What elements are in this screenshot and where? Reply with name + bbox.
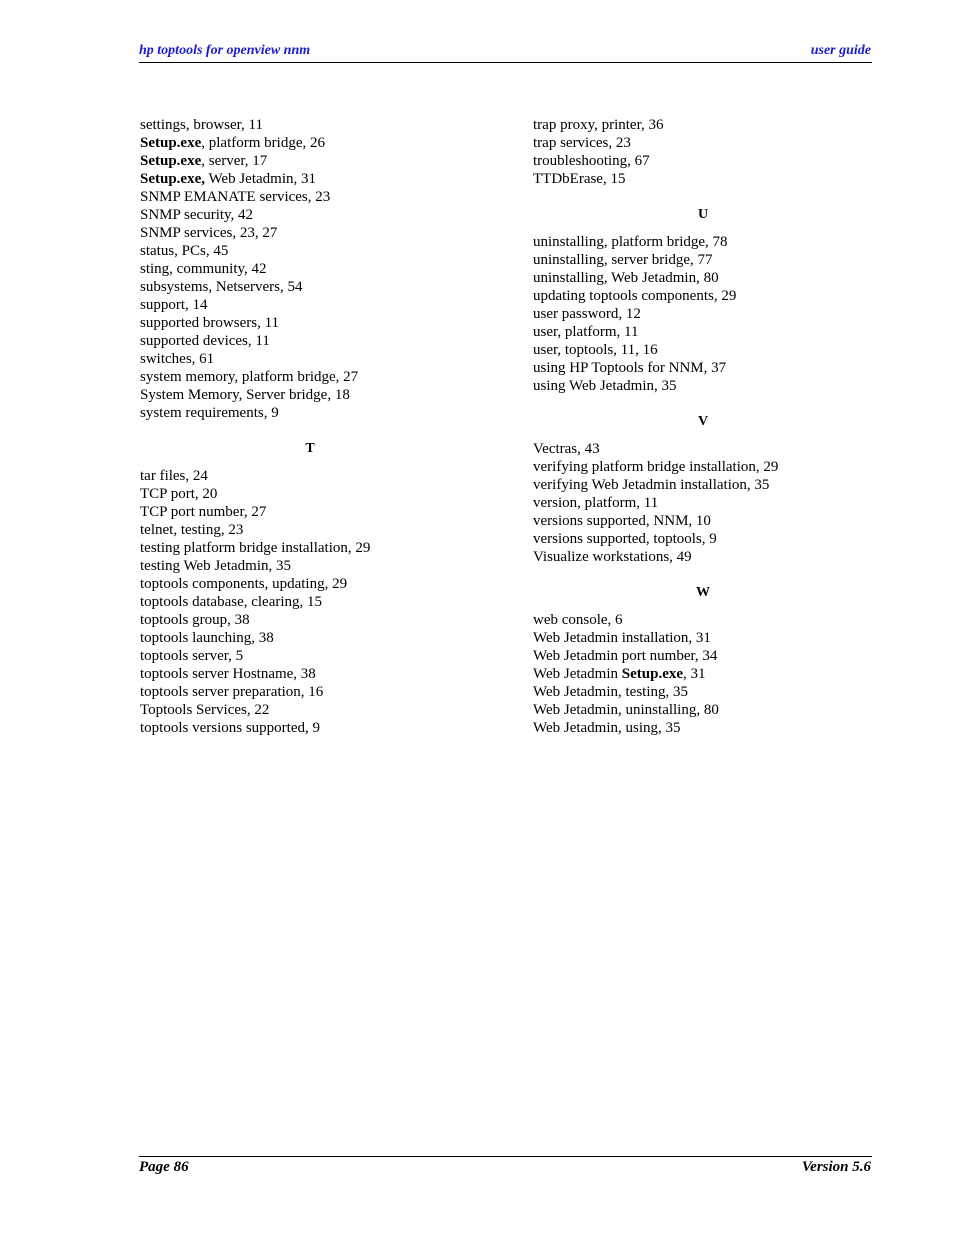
index-entry: [140, 170, 480, 188]
index-entry: toptools server preparation, 16: [140, 684, 324, 700]
index-entry: tar files, 24: [140, 468, 208, 484]
index-entry: user password, 12: [533, 306, 641, 322]
entry-rest: , 31: [683, 666, 706, 682]
entry-rest: , platform bridge, 26: [201, 135, 325, 151]
index-letter-heading: U: [697, 207, 709, 222]
index-entry: updating toptools components, 29: [533, 288, 737, 304]
index-entry: Visualize workstations, 49: [533, 549, 692, 565]
index-entry: using Web Jetadmin, 35: [533, 378, 677, 394]
index-column-left: [140, 116, 480, 737]
index-entry: uninstalling, server bridge, 77: [533, 252, 713, 268]
index-entry: [140, 134, 480, 152]
header-guide-label: user guide: [810, 43, 871, 58]
index-entry: [140, 152, 480, 170]
index-entry: trap services, 23: [533, 135, 631, 151]
index-entry: user, toptools, 11, 16: [533, 342, 658, 358]
index-entry: toptools server, 5: [140, 648, 244, 664]
index-entry: using HP Toptools for NNM, 37: [533, 360, 727, 376]
index-entry: versions supported, NNM, 10: [533, 513, 711, 529]
index-entry: supported browsers, 11: [140, 315, 280, 331]
page-header: [139, 43, 872, 63]
index-entry: Web Jetadmin, uninstalling, 80: [533, 702, 719, 718]
index-entry: telnet, testing, 23: [140, 522, 244, 538]
entry-rest: Web Jetadmin, 31: [205, 171, 316, 187]
entry-rest: , server, 17: [201, 153, 268, 169]
index-entry: toptools server Hostname, 38: [140, 666, 316, 682]
index-entry: verifying platform bridge installation, 29: [533, 459, 779, 475]
version-label: Version 5.6: [801, 1159, 871, 1175]
index-entry: Web Jetadmin, testing, 35: [533, 684, 689, 700]
index-entry: switches, 61: [140, 351, 215, 367]
index-letter-heading: V: [697, 414, 709, 429]
header-doc-title: hp toptools for openview nnm: [139, 43, 311, 58]
index-entry: System Memory, Server bridge, 18: [140, 387, 350, 403]
index-letter-heading: W: [696, 585, 710, 600]
index-entry: version, platform, 11: [533, 495, 659, 511]
index-entry: toptools components, updating, 29: [140, 576, 348, 592]
index-entry: subsystems, Netservers, 54: [140, 279, 303, 295]
index-entry: uninstalling, Web Jetadmin, 80: [533, 270, 719, 286]
entry-bold-term: Setup.exe: [140, 153, 202, 169]
index-entry: verifying Web Jetadmin installation, 35: [533, 477, 770, 493]
index-entry: toptools versions supported, 9: [140, 720, 320, 736]
index-entry: testing Web Jetadmin, 35: [140, 558, 291, 574]
index-entry: versions supported, toptools, 9: [533, 531, 717, 547]
index-entry: SNMP security, 42: [140, 207, 254, 223]
index-entry: Web Jetadmin installation, 31: [533, 630, 711, 646]
index-column-right: [533, 116, 873, 737]
entry-bold-term: Setup.exe,: [140, 171, 205, 187]
index-entry: testing platform bridge installation, 29: [140, 540, 371, 556]
index-entry: settings, browser, 11: [140, 117, 263, 133]
index-entry: system memory, platform bridge, 27: [140, 369, 359, 385]
index-entry: uninstalling, platform bridge, 78: [533, 234, 728, 250]
index-entry: toptools group, 38: [140, 612, 250, 628]
page-number: Page 86: [139, 1159, 189, 1175]
index-entry: Web Jetadmin port number, 34: [533, 648, 718, 664]
entry-pre: Web Jetadmin: [533, 666, 622, 682]
index-entry: [533, 665, 873, 683]
index-entry: status, PCs, 45: [140, 243, 229, 259]
index-entry: support, 14: [140, 297, 208, 313]
index-entry: toptools launching, 38: [140, 630, 274, 646]
index-entry: system requirements, 9: [140, 405, 279, 421]
entry-bold-term: Setup.exe: [140, 135, 202, 151]
page-footer: [139, 1156, 872, 1177]
index-entry: TTDbErase, 15: [533, 171, 626, 187]
index-letter-heading: T: [305, 441, 315, 456]
index-entry: trap proxy, printer, 36: [533, 117, 664, 133]
index-entry: web console, 6: [533, 612, 623, 628]
index-entry: supported devices, 11: [140, 333, 270, 349]
index-entry: sting, community, 42: [140, 261, 267, 277]
index-entry: user, platform, 11: [533, 324, 639, 340]
index-entry: troubleshooting, 67: [533, 153, 650, 169]
index-entry: TCP port, 20: [140, 486, 218, 502]
index-entry: Web Jetadmin, using, 35: [533, 720, 681, 736]
index-entry: Toptools Services, 22: [140, 702, 270, 718]
index-entry: Vectras, 43: [533, 441, 600, 457]
index-entry: SNMP EMANATE services, 23: [140, 189, 331, 205]
index-entry: TCP port number, 27: [140, 504, 267, 520]
index-entry: SNMP services, 23, 27: [140, 225, 278, 241]
index-entry: toptools database, clearing, 15: [140, 594, 323, 610]
entry-bold-term: Setup.exe: [621, 666, 684, 682]
